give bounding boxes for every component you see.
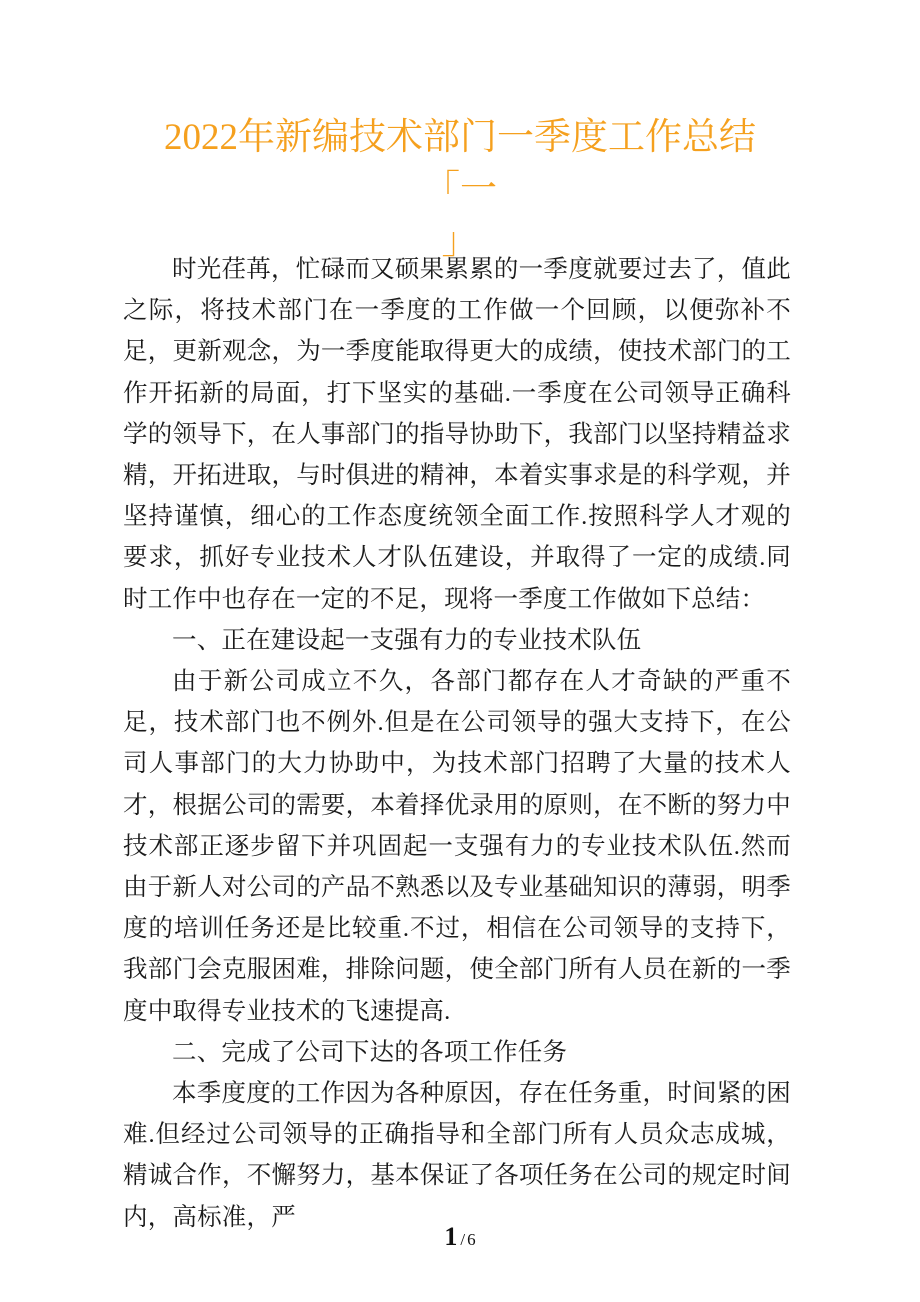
page-footer — [0, 1222, 920, 1252]
page-number-separator: / — [460, 1230, 466, 1249]
document-body — [123, 249, 791, 1238]
section-heading-1: 一、正在建设起一支强有力的专业技术队伍 — [172, 626, 642, 654]
page-title — [130, 112, 790, 268]
body-paragraph-3: 本季度度的工作因为各种原因，存在任务重，时间紧的困难.但经过公司领导的正确指导和全部门所有人员众志成城，精诚合作，不懈努力，基本保证了各项任务在公司的规定时间内，高标准，严 — [123, 1080, 791, 1231]
body-paragraph-2: 由于新公司成立不久，各部门都存在人才奇缺的严重不足，技术部门也不例外.但是在公司领导的强大支持下，在公司人事部门的大力协助中，为技术部门招聘了大量的技术人才，根据公司的需要，本着择优录用的原则，在不断的努力中技术部正逐步留下并巩固起一支强有力的专业技术队伍.然而由于新人对公司的产品不熟悉以及专业基础知识的薄弱，明季度的培训任务还是比较重.不过，相信在公司领导的支持下，我部门会克服困难，排除问题，使全部门所有人员在新的一季度中取得专业技术的飞速提高. — [123, 668, 791, 1025]
section-heading-2: 二、完成了公司下达的各项工作任务 — [172, 1038, 568, 1066]
page-number-total: 6 — [467, 1230, 476, 1249]
page-title-line-1: 2022年新编技术部门一季度工作总结「一 — [164, 117, 756, 210]
page-title-line-2: 」 — [441, 221, 479, 262]
page-number-current: 1 — [444, 1222, 458, 1251]
body-paragraph-1: 时光荏苒，忙碌而又硕果累累的一季度就要过去了，值此之际，将技术部门在一季度的工作做一个回顾，以便弥补不足，更新观念，为一季度能取得更大的成绩，使技术部门的工作开拓新的局面，打下坚实的基础.一季度在公司领导正确科学的领导下，在人事部门的指导协助下，我部门以坚持精益求精，开拓进取，与时俱进的精神，本着实事求是的科学观，并坚持谨慎，细心的工作态度统领全面工作.按照科学人才观的要求，抓好专业技术人才队伍建设，并取得了一定的成绩.同时工作中也存在一定的不足，现将一季度工作做如下总结： — [123, 256, 791, 613]
